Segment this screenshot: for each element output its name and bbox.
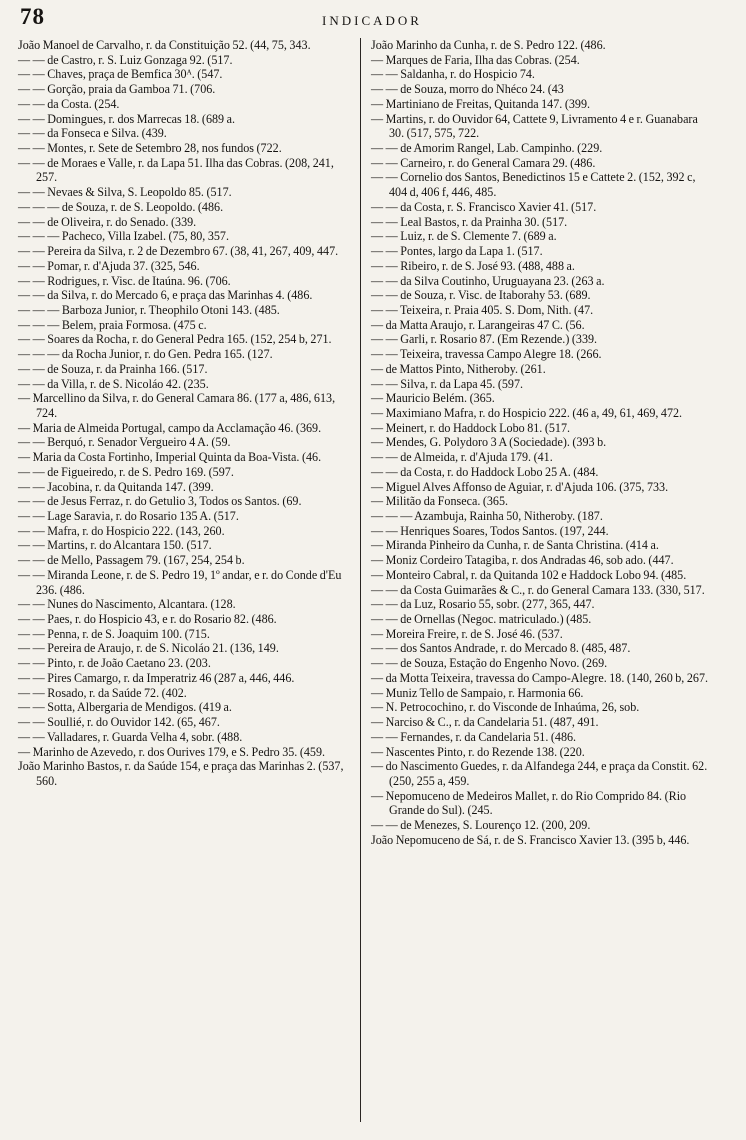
directory-entry: — Monteiro Cabral, r. da Quitanda 102 e Haddock Lobo 94. (485.: [371, 567, 687, 582]
directory-entry: — Miranda Pinheiro da Cunha, r. de Santa Christina. (414 a.: [371, 538, 659, 553]
directory-entry: — — Penna, r. de S. Joaquim 100. (715.: [18, 626, 210, 641]
directory-entry: — — Pinto, r. de João Caetano 23. (203.: [18, 656, 211, 671]
directory-entry: — — Pires Camargo, r. da Imperatriz 46 (287 a, 446, 446.: [18, 670, 295, 685]
directory-entry: — — de Moraes e Valle, r. da Lapa 51. Ilha das Cobras. (208, 241, 257.: [18, 155, 334, 185]
directory-entry: — — — Belem, praia Formosa. (475 c.: [18, 317, 207, 332]
directory-entry: — — Soares da Rocha, r. do General Pedra 165. (152, 254 b, 271.: [18, 332, 332, 347]
directory-entry: — — — de Souza, r. de S. Leopoldo. (486.: [18, 199, 224, 214]
directory-entry: — — de Souza, r. da Prainha 166. (517.: [18, 361, 208, 376]
directory-entry: — da Matta Araujo, r. Larangeiras 47 C. (56.: [371, 317, 585, 332]
directory-entry: — — Martins, r. do Alcantara 150. (517.: [18, 538, 212, 553]
directory-entry: — Moniz Cordeiro Tatagiba, r. dos Andradas 46, sob ado. (447.: [371, 553, 674, 568]
directory-entry: — — da Silva Coutinho, Uruguayana 23. (263 a.: [371, 273, 605, 288]
directory-entry: — — de Figueiredo, r. de S. Pedro 169. (597.: [18, 464, 234, 479]
directory-entry: João Nepomuceno de Sá, r. de S. Francisco Xavier 13. (395 b, 446.: [371, 832, 690, 847]
directory-entry: — Nepomuceno de Medeiros Mallet, r. do Rio Comprido 84. (Rio Grande do Sul). (245.: [371, 788, 687, 818]
directory-entry: — — da Costa Guimarães & C., r. do General Camara 133. (330, 517.: [371, 582, 705, 597]
directory-entry: — — de Jesus Ferraz, r. do Getulio 3, Todos os Santos. (69.: [18, 494, 302, 509]
directory-entry: — — Fernandes, r. da Candelaria 51. (486.: [371, 729, 577, 744]
directory-entry: — Martiniano de Freitas, Quitanda 147. (399.: [371, 96, 591, 111]
directory-entry: — — Silva, r. da Lapa 45. (597.: [371, 376, 524, 391]
directory-entry: — — Gorção, praia da Gamboa 71. (706.: [18, 82, 216, 97]
directory-entry: João Marinho Bastos, r. da Saúde 154, e praça das Marinhas 2. (537, 560.: [18, 759, 344, 788]
directory-entry: — N. Petrocochino, r. do Visconde de Inhaúma, 26, sob.: [371, 700, 640, 715]
directory-entry: — — Rodrigues, r. Visc. de Itaúna. 96. (706.: [18, 273, 231, 288]
directory-entry: — de Mattos Pinto, Nitheroby. (261.: [371, 361, 546, 376]
directory-entry: — — Mafra, r. do Hospicio 222. (143, 260.: [18, 523, 225, 538]
directory-entry: — Marques de Faria, Ilha das Cobras. (254.: [371, 52, 580, 67]
page-header: [18, 4, 726, 34]
directory-entry: — — Domingues, r. dos Marrecas 18. (689 a.: [18, 111, 236, 126]
directory-entry: — — de Mello, Passagem 79. (167, 254, 254 b.: [18, 553, 245, 568]
directory-entry: — — da Costa, r. S. Francisco Xavier 41. (517.: [371, 199, 597, 214]
directory-entry: — — Berquó, r. Senador Vergueiro 4 A. (59.: [18, 435, 231, 450]
directory-entry: — Maximiano Mafra, r. do Hospicio 222. (46 a, 49, 61, 469, 472.: [371, 405, 683, 420]
directory-entry: — Marinho de Azevedo, r. dos Ourives 179, e S. Pedro 35. (459.: [18, 744, 326, 759]
directory-entry: — — — Azambuja, Rainha 50, Nitheroby. (187.: [371, 509, 603, 523]
directory-entry: João Marinho da Cunha, r. de S. Pedro 122. (486.: [371, 38, 606, 52]
directory-entry: — Meinert, r. do Haddock Lobo 81. (517.: [371, 420, 571, 435]
directory-entry: — da Motta Teixeira, travessa do Campo-Alegre. 18. (140, 260 b, 267.: [371, 670, 709, 685]
directory-entry: — — Soullié, r. do Ouvidor 142. (65, 467.: [18, 715, 220, 730]
directory-entry: — Mauricio Belém. (365.: [371, 391, 495, 406]
column-divider: [360, 38, 361, 1122]
right-column: [371, 38, 711, 1138]
directory-entry: — Mendes, G. Polydoro 3 A (Sociedade). (393 b.: [371, 435, 607, 450]
directory-entry: — Narciso & C., r. da Candelaria 51. (487, 491.: [371, 715, 599, 730]
directory-entry: — Muniz Tello de Sampaio, r. Harmonia 66.: [371, 685, 584, 700]
directory-entry: — Miguel Alves Affonso de Aguiar, r. d'Ajuda 106. (375, 733.: [371, 479, 669, 494]
directory-entry: — — da Luz, Rosario 55, sobr. (277, 365, 447.: [371, 597, 595, 612]
directory-entry: — — — Barboza Junior, r. Theophilo Otoni 143. (485.: [18, 302, 280, 317]
directory-entry: — — Pereira de Araujo, r. de S. Nicoláo 21. (136, 149.: [18, 641, 279, 656]
directory-entry: — Martins, r. do Ouvidor 64, Cattete 9, Livramento 4 e r. Guanabara 30. (517, 575, 722.: [371, 111, 698, 141]
directory-entry: — — Teixeira, travessa Campo Alegre 18. (266.: [371, 347, 602, 362]
directory-entry: — do Nascimento Guedes, r. da Alfandega 244, e praça da Constit. 62. (250, 255 a, 459.: [371, 759, 708, 788]
directory-entry: — — Jacobina, r. da Quitanda 147. (399.: [18, 479, 214, 494]
directory-entry: — — Garli, r. Rosario 87. (Em Rezende.) (339.: [371, 332, 598, 347]
left-column: [18, 38, 348, 1138]
directory-entry: — — da Silva, r. do Mercado 6, e praça das Marinhas 4. (486.: [18, 288, 313, 303]
directory-entry: — — dos Santos Andrade, r. do Mercado 8. (485, 487.: [371, 641, 631, 656]
running-head: INDICADOR: [322, 13, 422, 28]
directory-entry: — — Miranda Leone, r. de S. Pedro 19, 1º andar, e r. do Conde d'Eu 236. (486.: [18, 567, 342, 597]
directory-entry: — — de Castro, r. S. Luiz Gonzaga 92. (517.: [18, 52, 233, 67]
directory-entry: — — Saldanha, r. do Hospicio 74.: [371, 67, 535, 82]
directory-entry: — — de Almeida, r. d'Ajuda 179. (41.: [371, 450, 553, 465]
directory-entry: — — Henriques Soares, Todos Santos. (197, 244.: [371, 523, 609, 538]
directory-entry: — Marcellino da Silva, r. do General Camara 86. (177 a, 486, 613, 724.: [18, 391, 336, 420]
directory-entry: — — Paes, r. do Hospicio 43, e r. do Rosario 82. (486.: [18, 612, 277, 627]
directory-entry: — — de Souza, Estação do Engenho Novo. (269.: [371, 656, 608, 671]
directory-entry: — — da Villa, r. de S. Nicoláo 42. (235.: [18, 376, 209, 391]
directory-entry: — — de Menezes, S. Lourenço 12. (200, 209.: [371, 818, 591, 833]
directory-entry: — — Valladares, r. Guarda Velha 4, sobr. (488.: [18, 729, 243, 744]
directory-entry: — — Carneiro, r. do General Camara 29. (486.: [371, 155, 596, 170]
directory-entry: — — Ribeiro, r. de S. José 93. (488, 488 a.: [371, 258, 575, 273]
directory-entry: — — Montes, r. Sete de Setembro 28, nos fundos (722.: [18, 141, 282, 156]
directory-entry: — Militão da Fonseca. (365.: [371, 494, 509, 509]
directory-entry: — — de Souza, r. Visc. de Itaborahy 53. (689.: [371, 288, 591, 303]
directory-entry: — — Rosado, r. da Saúde 72. (402.: [18, 685, 187, 700]
directory-entry: — — de Souza, morro do Nhéco 24. (43: [371, 82, 564, 97]
directory-entry: — — da Costa. (254.: [18, 96, 120, 111]
directory-entry: — — da Fonseca e Silva. (439.: [18, 126, 167, 141]
directory-entry: — Nascentes Pinto, r. do Rezende 138. (220.: [371, 744, 585, 759]
directory-entry: — Moreira Freire, r. de S. José 46. (537.: [371, 626, 563, 641]
directory-entry: — — de Ornellas (Negoc. matriculado.) (485.: [371, 612, 592, 627]
directory-entry: — — Pomar, r. d'Ajuda 37. (325, 546.: [18, 258, 200, 273]
directory-entry: — Maria da Costa Fortinho, Imperial Quinta da Boa-Vista. (46.: [18, 450, 322, 465]
directory-entry: — — de Amorim Rangel, Lab. Campinho. (229.: [371, 141, 603, 156]
directory-entry: — — da Costa, r. do Haddock Lobo 25 A. (484.: [371, 464, 599, 479]
page-number: 78: [20, 4, 45, 29]
directory-entry: — — de Oliveira, r. do Senado. (339.: [18, 214, 197, 229]
directory-entry: João Manoel de Carvalho, r. da Constituição 52. (44, 75, 343.: [18, 38, 311, 52]
directory-entry: — — — da Rocha Junior, r. do Gen. Pedra 165. (127.: [18, 347, 273, 362]
directory-entry: — — Lage Saravia, r. do Rosario 135 A. (517.: [18, 509, 239, 523]
directory-entry: — — Sotta, Albergaria de Mendigos. (419 a.: [18, 700, 232, 715]
directory-entry: — — Nunes do Nascimento, Alcantara. (128.: [18, 597, 236, 612]
directory-entry: — — Teixeira, r. Praia 405. S. Dom, Nith. (47.: [371, 302, 594, 317]
directory-entry: — — Chaves, praça de Bemfica 30ᴬ. (547.: [18, 67, 223, 82]
directory-entry: — — Pereira da Silva, r. 2 de Dezembro 67. (38, 41, 267, 409, 447.: [18, 244, 339, 259]
directory-entry: — — Nevaes & Silva, S. Leopoldo 85. (517.: [18, 185, 232, 200]
directory-entry: — — Cornelio dos Santos, Benedictinos 15 e Cattete 2. (152, 392 c, 404 d, 406 f, 446, 485.: [371, 170, 696, 200]
directory-entry: — — Pontes, largo da Lapa 1. (517.: [371, 244, 543, 259]
directory-entry: — Maria de Almeida Portugal, campo da Acclamação 46. (369.: [18, 420, 322, 435]
directory-entry: — — Luiz, r. de S. Clemente 7. (689 a.: [371, 229, 557, 244]
directory-entry: — — Leal Bastos, r. da Prainha 30. (517.: [371, 214, 568, 229]
directory-entry: — — — Pacheco, Villa Izabel. (75, 80, 357.: [18, 229, 230, 244]
